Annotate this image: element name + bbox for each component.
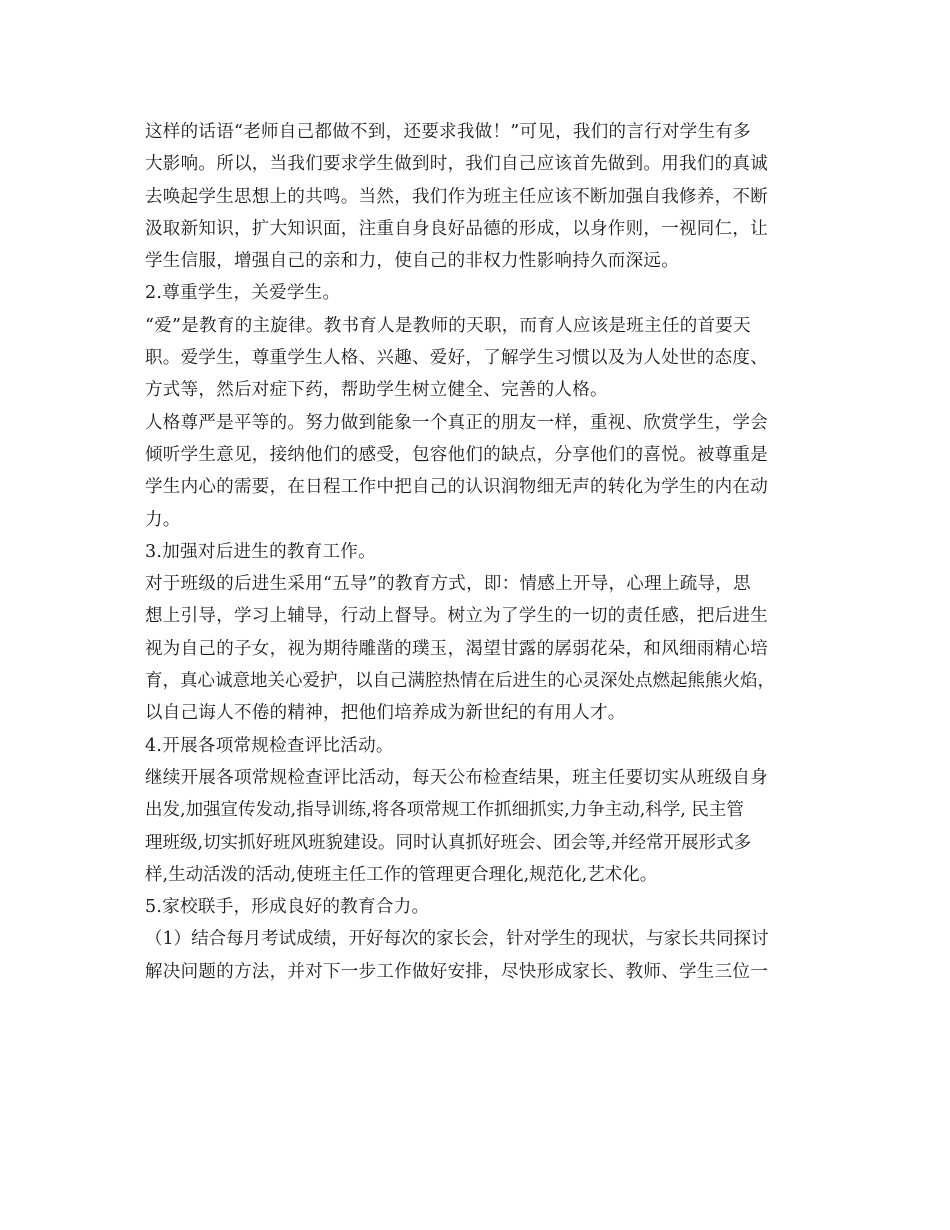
text-line: 继续开展各项常规检查评比活动，每天公布检查结果，班主任要切实从班级自身 (145, 767, 768, 788)
text-line: 学生内心的需要，在日程工作中把自己的认识润物细无声的转化为学生的内在动 (145, 477, 768, 498)
text-line: 解决问题的方法，并对下一步工作做好安排，尽快形成家长、教师、学生三位一 (145, 961, 768, 982)
text-line: “爱”是教育的主旋律。教书育人是教师的天职，而育人应该是班主任的首要天 (145, 315, 751, 336)
text-line: 力。 (145, 509, 181, 530)
text-line: 想上引导，学习上辅导，行动上督导。树立为了学生的一切的责任感，把后进生 (145, 606, 768, 627)
text-line: 样,生动活泼的活动,使班主任工作的管理更合理化,规范化,艺术化。 (145, 864, 658, 885)
section-heading: 4.开展各项常规检查评比活动。 (145, 735, 394, 756)
text-line: 汲取新知识，扩大知识面，注重自身良好品德的形成，以身作则，一视同仁，让 (145, 218, 768, 239)
text-line: 对于班级的后进生采用“五导”的教育方式，即：情感上开导，心理上疏导，思 (145, 574, 751, 595)
text-line: 去唤起学生思想上的共鸣。当然，我们作为班主任应该不断加强自我修养，不断 (145, 186, 768, 207)
section-heading: 2.尊重学生，关爱学生。 (145, 283, 341, 304)
text-line: 这样的话语“老师自己都做不到，还要求我做！”可见，我们的言行对学生有多 (145, 122, 751, 142)
text-line: 以自己诲人不倦的精神，把他们培养成为新世纪的有用人才。 (145, 703, 626, 724)
text-line: （1）结合每月考试成绩，开好每次的家长会，针对学生的现状，与家长共同探讨 (145, 929, 769, 950)
text-line: 倾听学生意见，接纳他们的感受，包容他们的缺点，分享他们的喜悦。被尊重是 (145, 444, 768, 465)
text-line: 方式等，然后对症下药，帮助学生树立健全、完善的人格。 (145, 380, 608, 401)
text-line: 视为自己的子女，视为期待雕凿的璞玉，渴望甘露的孱弱花朵，和风细雨精心培 (145, 638, 768, 659)
text-line: 学生信服，增强自己的亲和力，使自己的非权力性影响持久而深远。 (145, 251, 679, 272)
text-line: 育，真心诚意地关心爱护，以自己满腔热情在后进生的心灵深处点燃起熊熊火焰， (145, 671, 775, 692)
document-page (145, 116, 815, 988)
text-line: 理班级,切实抓好班风班貌建设。同时认真抓好班会、团会等,并经常开展形式多 (145, 832, 752, 853)
section-heading: 3.加强对后进生的教育工作。 (145, 541, 376, 562)
text-line: 出发,加强宣传发动,指导训练,将各项常规工作抓细抓实,力争主动,科学, 民主管 (145, 800, 744, 821)
text-line: 大影响。所以，当我们要求学生做到时，我们自己应该首先做到。用我们的真诚 (145, 154, 768, 175)
section-heading: 5.家校联手，形成良好的教育合力。 (145, 897, 430, 918)
text-line: 职。爱学生，尊重学生人格、兴趣、爱好，了解学生习惯以及为人处世的态度、 (145, 348, 768, 369)
text-line: 人格尊严是平等的。努力做到能象一个真正的朋友一样，重视、欣赏学生，学会 (145, 412, 768, 433)
